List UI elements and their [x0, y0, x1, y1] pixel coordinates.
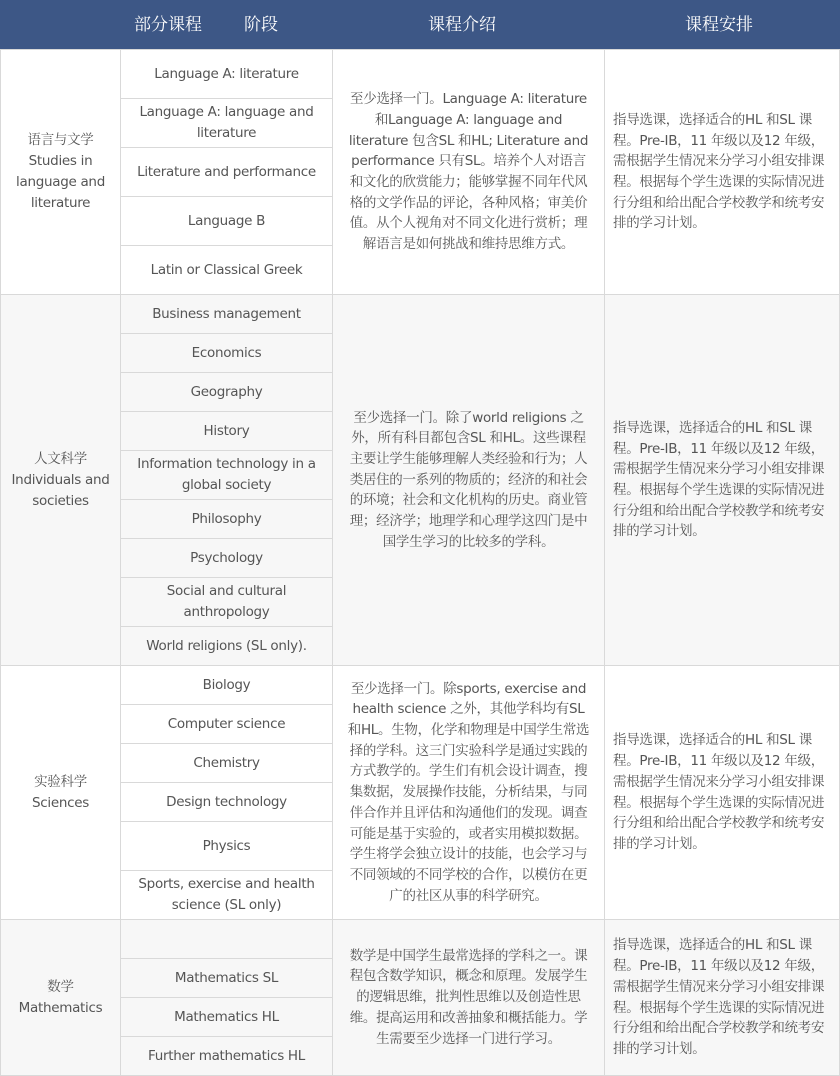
course-cell: Language A: literature: [121, 50, 333, 99]
group-cell: [1, 920, 121, 1076]
course-cell: Computer science: [121, 705, 333, 744]
course-cell: Information technology in a global society: [121, 451, 333, 500]
table-row: [1, 666, 840, 705]
course-cell: History: [121, 412, 333, 451]
course-cell: World religions (SL only).: [121, 627, 333, 666]
group-name-en: Mathematics: [18, 999, 103, 1016]
course-cell: Business management: [121, 295, 333, 334]
course-cell: Economics: [121, 334, 333, 373]
course-cell: Sports, exercise and health science (SL only): [121, 871, 333, 920]
header-schedule: 课程安排: [685, 15, 753, 35]
header-courses: 部分课程: [134, 15, 202, 35]
course-cell: Design technology: [121, 783, 333, 822]
group-cell: [1, 666, 121, 920]
course-cell: Mathematics SL: [121, 959, 333, 998]
course-cell: Literature and performance: [121, 148, 333, 197]
course-cell: Biology: [121, 666, 333, 705]
table-row: [1, 920, 840, 959]
intro-cell: 至少选择一门。除了world religions 之外，所有科目都包含SL 和HL。这些课程主要让学生能够理解人类经验和行为；人类居住的一系列的物质的；经济的和社会的环境；社会和文化机构的历史。商业管理；经济学；地理学和心理学这四门是中国学生学习的比较多的学科。: [333, 295, 605, 666]
intro-cell: 至少选择一门。Language A: literature 和Language A: language and literature 包含SL 和HL; Literature and performance 只有SL。培养个人对语言和文化的欣赏能力；能够掌握不同年代风格的文学作品的评论，各种风格；审美价值。从个人视角对不同文化进行赏析；理解语言是如何挑战和维持思维方式。: [333, 50, 605, 295]
table-header: [0, 0, 840, 49]
schedule-cell: 指导选课，选择适合的HL 和SL 课程。Pre-IB，11 年级以及12 年级，需根据学生情况来分学习小组安排课程。根据每个学生选课的实际情况进行分组和给出配合学校教学和统考安排的学习计划。: [605, 295, 840, 666]
group-name-zh: 实验科学: [34, 773, 87, 790]
course-cell: Psychology: [121, 539, 333, 578]
course-cell: Further mathematics HL: [121, 1037, 333, 1076]
group-cell: [1, 295, 121, 666]
table-row: [1, 295, 840, 334]
course-cell: Latin or Classical Greek: [121, 246, 333, 295]
schedule-cell: 指导选课，选择适合的HL 和SL 课程。Pre-IB，11 年级以及12 年级，需根据学生情况来分学习小组安排课程。根据每个学生选课的实际情况进行分组和给出配合学校教学和统考安排的学习计划。: [605, 50, 840, 295]
intro-cell: 数学是中国学生最常选择的学科之一。课程包含数学知识，概念和原理。发展学生的逻辑思维，批判性思维以及创造性思维。提高运用和改善抽象和概括能力。学生需要至少选择一门进行学习。: [333, 920, 605, 1076]
group-cell: [1, 50, 121, 295]
group-name-zh: 语言与文学: [27, 132, 94, 148]
group-name-en: Studies in language and literature: [16, 153, 105, 211]
course-cell: Language B: [121, 197, 333, 246]
course-cell: [121, 920, 333, 959]
course-cell: Social and cultural anthropology: [121, 578, 333, 627]
course-cell: Mathematics HL: [121, 998, 333, 1037]
course-cell: Geography: [121, 373, 333, 412]
course-cell: Philosophy: [121, 500, 333, 539]
course-cell: Chemistry: [121, 744, 333, 783]
header-stage: 阶段: [244, 15, 278, 35]
schedule-cell: 指导选课，选择适合的HL 和SL 课程。Pre-IB，11 年级以及12 年级，需根据学生情况来分学习小组安排课程。根据每个学生选课的实际情况进行分组和给出配合学校教学和统考安排的学习计划。: [605, 666, 840, 920]
group-name-zh: 人文科学: [34, 450, 87, 467]
table-row: [1, 50, 840, 99]
course-cell: Physics: [121, 822, 333, 871]
group-name-zh: 数学: [47, 978, 74, 995]
header-intro: 课程介绍: [428, 15, 496, 35]
intro-cell: 至少选择一门。除sports, exercise and health science 之外，其他学科均有SL 和HL。生物，化学和物理是中国学生常选择的学科。这三门实验科学是通过实践的方式教学的。学生们有机会设计调查，搜集数据，发展操作技能，分析结果，与同伴合作并且评估和沟通他们的发现。调查可能是基于实验的，或者实用模拟数据。学生将学会独立设计的技能，也会学习与不同领域的不同学校的合作，以模仿在更广的社区从事的科学研究。: [333, 666, 605, 920]
group-name-en: Sciences: [32, 794, 89, 811]
group-name-en: Individuals and societies: [11, 471, 110, 509]
curriculum-table: [0, 49, 840, 1076]
course-cell: Language A: language and literature: [121, 99, 333, 148]
schedule-cell: 指导选课，选择适合的HL 和SL 课程。Pre-IB，11 年级以及12 年级，需根据学生情况来分学习小组安排课程。根据每个学生选课的实际情况进行分组和给出配合学校教学和统考安排的学习计划。: [605, 920, 840, 1076]
